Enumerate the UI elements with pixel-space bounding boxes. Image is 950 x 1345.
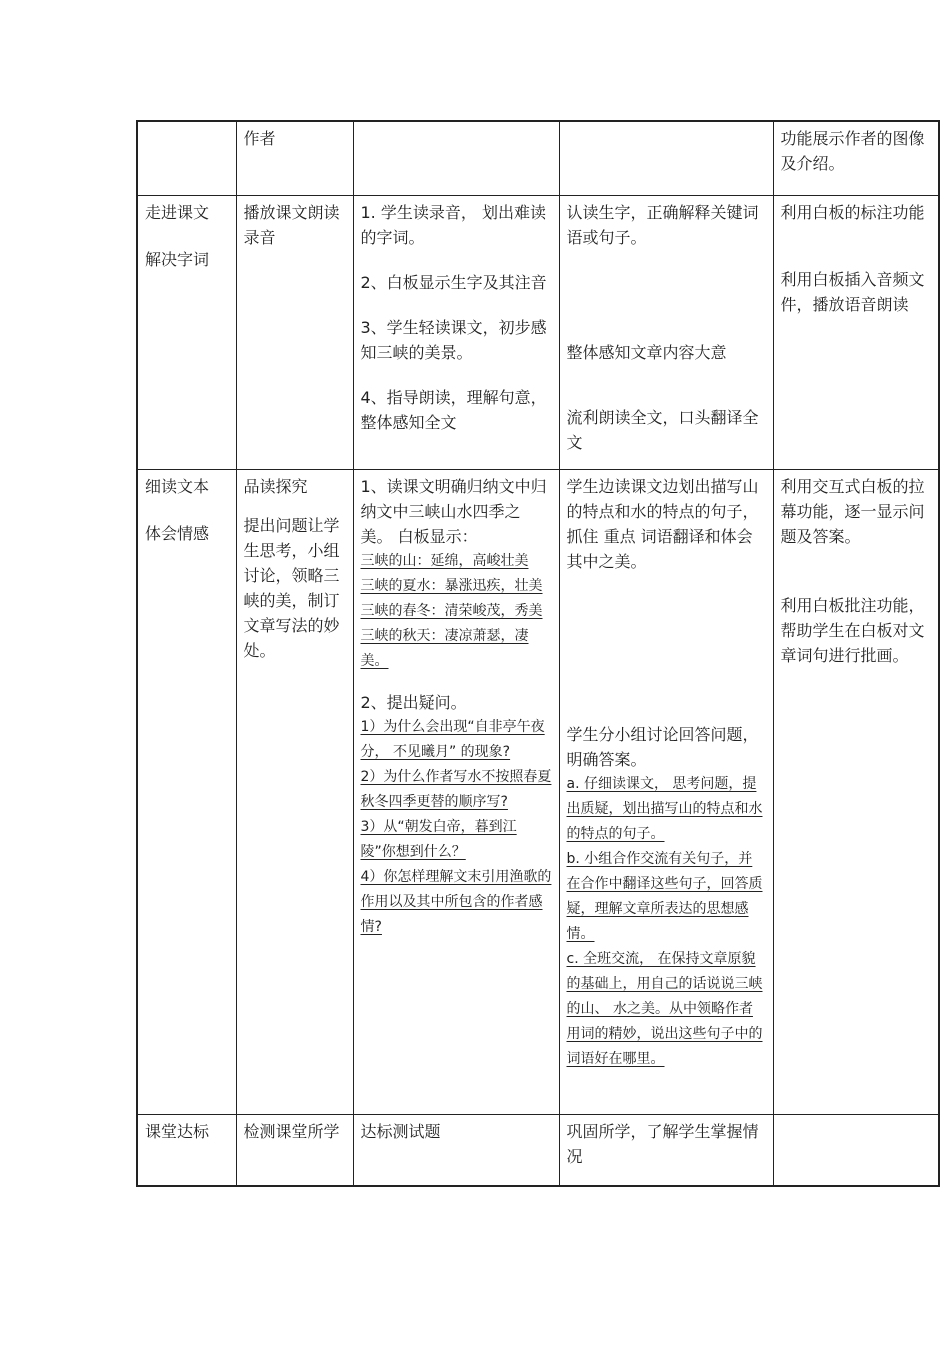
step-text: 2、提出疑问。 xyxy=(360,692,467,712)
teacher-activity-cell xyxy=(236,1114,353,1186)
stage-cell xyxy=(137,1114,236,1186)
stage-cell xyxy=(137,195,236,469)
whiteboard-display-item: 三峡的春冬：清荣峻茂，秀美 xyxy=(360,602,543,619)
step-text: 学生边读课文边划出描写山的特点和水的特点的句子，抓住 重点 词语翻译和体会其中之美。 xyxy=(566,476,759,571)
stage-label: 体会情感 xyxy=(145,523,210,543)
whiteboard-cell xyxy=(773,469,939,1114)
step-text: 利用白板插入音频文件，播放语音朗读 xyxy=(780,269,925,314)
process-cell xyxy=(353,121,559,195)
whiteboard-cell xyxy=(773,1114,939,1186)
question-item: 4）你怎样理解文末引用渔歌的作用以及其中所包含的作者感情? xyxy=(360,868,552,935)
question-item: 3）从“朝发白帝，暮到江陵”你想到什么？ xyxy=(360,818,517,860)
student-activity-cell xyxy=(559,121,773,195)
cell-text: 提出问题让学生思考，小组讨论，领略三峡的美，制订文章写法的妙处。 xyxy=(243,515,340,660)
table-row xyxy=(137,121,939,195)
whiteboard-display-item: 三峡的夏水：暴涨迅疾，壮美 xyxy=(360,577,543,594)
cell-text: 达标测试题 xyxy=(360,1121,441,1141)
student-activity-cell xyxy=(559,469,773,1114)
lesson-plan-table xyxy=(136,120,940,1187)
whiteboard-display-item: 三峡的秋天：凄凉萧瑟，凄美。 xyxy=(360,627,529,669)
question-item: 1）为什么会出现“自非亭午夜分， 不见曦月” 的现象? xyxy=(360,718,545,760)
cell-text: 巩固所学，了解学生掌握情况 xyxy=(566,1121,759,1166)
cell-text: 功能展示作者的图像及介绍。 xyxy=(780,129,925,173)
stage-label: 解决字词 xyxy=(145,249,210,269)
process-cell xyxy=(353,469,559,1114)
step-text: 认读生字，正确解释关键词语或句子。 xyxy=(566,202,759,247)
stage-label: 细读文本 xyxy=(145,476,210,496)
step-text: 利用交互式白板的拉幕功能，逐一显示问题及答案。 xyxy=(780,476,925,546)
step-text: 1、读课文明确归纳文中归纳文中三峡山水四季之美。 白板显示： xyxy=(360,476,547,546)
table-row xyxy=(137,469,939,1114)
stage-label: 课堂达标 xyxy=(145,1121,210,1141)
stage-cell xyxy=(137,121,236,195)
step-text: 利用白板批注功能，帮助学生在白板对文章词句进行批画。 xyxy=(780,595,925,665)
step-text: 4、指导朗读，理解句意，整体感知全文 xyxy=(360,387,547,432)
discussion-step: b. 小组合作交流有关句子，并在合作中翻译这些句子，回答质疑，理解文章所表达的思想感情。 xyxy=(566,850,763,942)
teacher-activity-cell xyxy=(236,469,353,1114)
student-activity-cell xyxy=(559,195,773,469)
whiteboard-cell xyxy=(773,121,939,195)
step-text: 整体感知文章内容大意 xyxy=(566,342,727,362)
cell-text: 检测课堂所学 xyxy=(243,1121,340,1141)
cell-text: 作者 xyxy=(243,129,276,148)
cell-text: 播放课文朗读录音 xyxy=(243,202,340,247)
step-text: 3、学生轻读课文，初步感知三峡的美景。 xyxy=(360,317,547,362)
table-row xyxy=(137,1114,939,1186)
step-text: 2、白板显示生字及其注音 xyxy=(360,272,547,292)
process-cell xyxy=(353,195,559,469)
stage-cell xyxy=(137,469,236,1114)
process-cell xyxy=(353,1114,559,1186)
teacher-activity-cell xyxy=(236,121,353,195)
step-text: 利用白板的标注功能 xyxy=(780,202,925,222)
whiteboard-display-item: 三峡的山：延绵，高峻壮美 xyxy=(360,552,529,569)
table-row xyxy=(137,195,939,469)
stage-label: 走进课文 xyxy=(145,202,210,222)
student-activity-cell xyxy=(559,1114,773,1186)
cell-text: 品读探究 xyxy=(243,476,308,496)
teacher-activity-cell xyxy=(236,195,353,469)
step-text: 学生分小组讨论回答问题，明确答案。 xyxy=(566,724,759,769)
discussion-step: c. 全班交流， 在保持文章原貌的基础上，用自己的话说说三峡的山、 水之美。从中领略作者用词的精妙，说出这些句子中的词语好在哪里。 xyxy=(566,950,763,1067)
question-item: 2）为什么作者写水不按照春夏秋冬四季更替的顺序写? xyxy=(360,768,552,810)
whiteboard-cell xyxy=(773,195,939,469)
step-text: 1. 学生读录音， 划出难读的字词。 xyxy=(360,202,546,247)
discussion-step: a. 仔细读课文， 思考问题，提出质疑，划出描写山的特点和水的特点的句子。 xyxy=(566,775,763,842)
step-text: 流利朗读全文，口头翻译全文 xyxy=(566,407,759,452)
